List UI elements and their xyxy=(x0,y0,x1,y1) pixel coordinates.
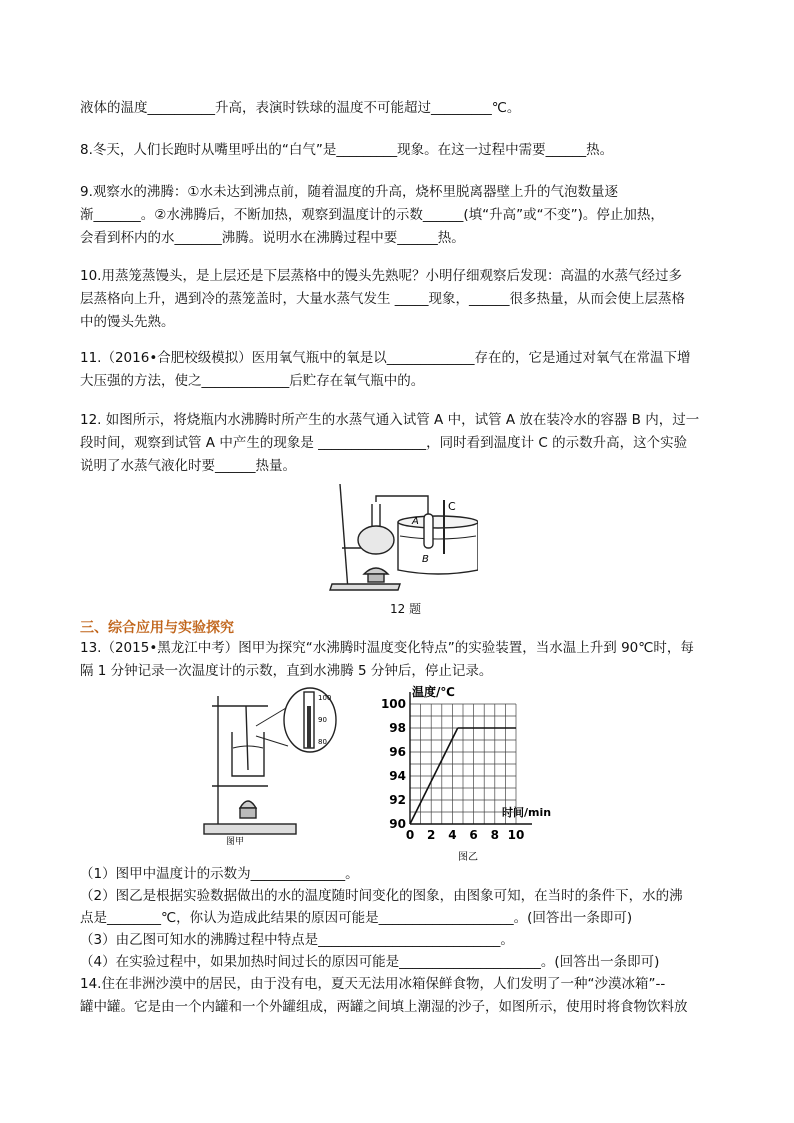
chart-caption: 图乙 xyxy=(458,852,478,863)
chart-ylabel: 温度/℃ xyxy=(412,685,455,699)
y-tick-label: 98 xyxy=(389,721,406,735)
x-tick-label: 0 xyxy=(405,828,415,842)
question-10-line1: 10.用蒸笼蒸馒头，是上层还是下层蒸格中的馒头先熟呢？小明仔细观察后发现：高温的水蒸气经过多 xyxy=(80,268,682,284)
question-12-line3: 说明了水蒸气液化时要______热量。 xyxy=(80,458,296,474)
question-9-line2: 渐_______。②水沸腾后，不断加热，观察到温度计的示数______(填“升高”或“不变”)。停止加热， xyxy=(80,207,664,223)
figure-12-apparatus xyxy=(328,478,478,598)
scale-low: 80 xyxy=(318,738,327,746)
x-tick-label: 8 xyxy=(490,828,499,842)
label-c: C xyxy=(448,500,456,513)
question-13-2-line2: 点是________℃，你认为造成此结果的原因可能是____________________。(回答出一条即可) xyxy=(80,910,633,926)
question-10-line3: 中的馒头先熟。 xyxy=(80,314,175,330)
y-tick-label: 100 xyxy=(380,697,406,711)
question-13-4: （4）在实验过程中，如果加热时间过长的原因可能是_____________________。(回答出一条即可) xyxy=(80,954,660,970)
question-12-line1: 12. 如图所示，将烧瓶内水沸腾时所产生的水蒸气通入试管 A 中，试管 A 放在装冷水的容器 B 内，过一 xyxy=(80,412,700,428)
x-tick-label: 2 xyxy=(427,828,436,842)
figure-jia-apparatus xyxy=(198,686,338,846)
question-14-line1: 14.住在非洲沙漠中的居民，由于没有电，夏天无法用冰箱保鲜食物，人们发明了一种“沙漠冰箱”-- xyxy=(80,976,666,992)
figure-jia-caption: 图甲 xyxy=(226,837,245,846)
y-tick-label: 92 xyxy=(389,793,406,807)
y-tick-label: 96 xyxy=(389,745,406,759)
chart-xlabel: 时间/min xyxy=(502,806,552,819)
question-11-line1: 11.（2016•合肥校级模拟）医用氧气瓶中的氧是以_____________存在的，它是通过对氧气在常温下增 xyxy=(80,350,691,366)
x-tick-label: 10 xyxy=(507,828,525,842)
scale-mid: 90 xyxy=(318,716,327,724)
question-13-1: （1）图甲中温度计的示数为______________。 xyxy=(80,866,359,882)
question-13-3: （3）由乙图可知水的沸腾过程中特点是___________________________。 xyxy=(80,932,514,948)
question-10-line2: 层蒸格向上升，遇到冷的蒸笼盖时，大量水蒸气发生 _____现象，______很多热量，从而会使上层蒸格 xyxy=(80,291,686,307)
question-13-line1: 13.（2015•黑龙江中考）图甲为探究“水沸腾时温度变化特点”的实验装置，当水温上升到 90℃时，每 xyxy=(80,640,694,656)
figure-12-caption: 12 题 xyxy=(390,602,422,616)
line-temp: 液体的温度__________升高，表演时铁球的温度不可能超过_________℃。 xyxy=(80,100,521,116)
figure-yi-chart xyxy=(370,684,570,864)
x-tick-label: 6 xyxy=(469,828,478,842)
x-tick-label: 4 xyxy=(448,828,457,842)
section-title: 三、综合应用与实验探究 xyxy=(80,620,234,636)
label-b: B xyxy=(422,554,429,565)
question-11-line2: 大压强的方法，使之_____________后贮存在氧气瓶中的。 xyxy=(80,373,425,389)
question-9-line1: 9.观察水的沸腾：①水未达到沸点前，随着温度的升高，烧杯里脱离器壁上升的气泡数量逐 xyxy=(80,184,618,200)
question-13-2-line1: （2）图乙是根据实验数据做出的水的温度随时间变化的图象，由图象可知，在当时的条件下，水的沸 xyxy=(80,888,683,904)
question-9-line3: 会看到杯内的水_______沸腾。说明水在沸腾过程中要______热。 xyxy=(80,230,465,246)
label-a: A xyxy=(412,516,419,527)
y-tick-label: 90 xyxy=(389,817,406,831)
question-14-line2: 罐中罐。它是由一个内罐和一个外罐组成，两罐之间填上潮湿的沙子，如图所示，使用时将食物饮料放 xyxy=(80,999,688,1015)
y-tick-label: 94 xyxy=(389,769,406,783)
question-13-line2: 隔 1 分钟记录一次温度计的示数，直到水沸腾 5 分钟后，停止记录。 xyxy=(80,663,493,679)
question-8: 8.冬天，人们长跑时从嘴里呼出的“白气”是_________现象。在这一过程中需要______热。 xyxy=(80,142,614,158)
question-12-line2: 段时间，观察到试管 A 中产生的现象是 ________________，同时看到温度计 C 的示数升高，这个实验 xyxy=(80,435,688,451)
scale-top: 100 xyxy=(318,694,332,702)
